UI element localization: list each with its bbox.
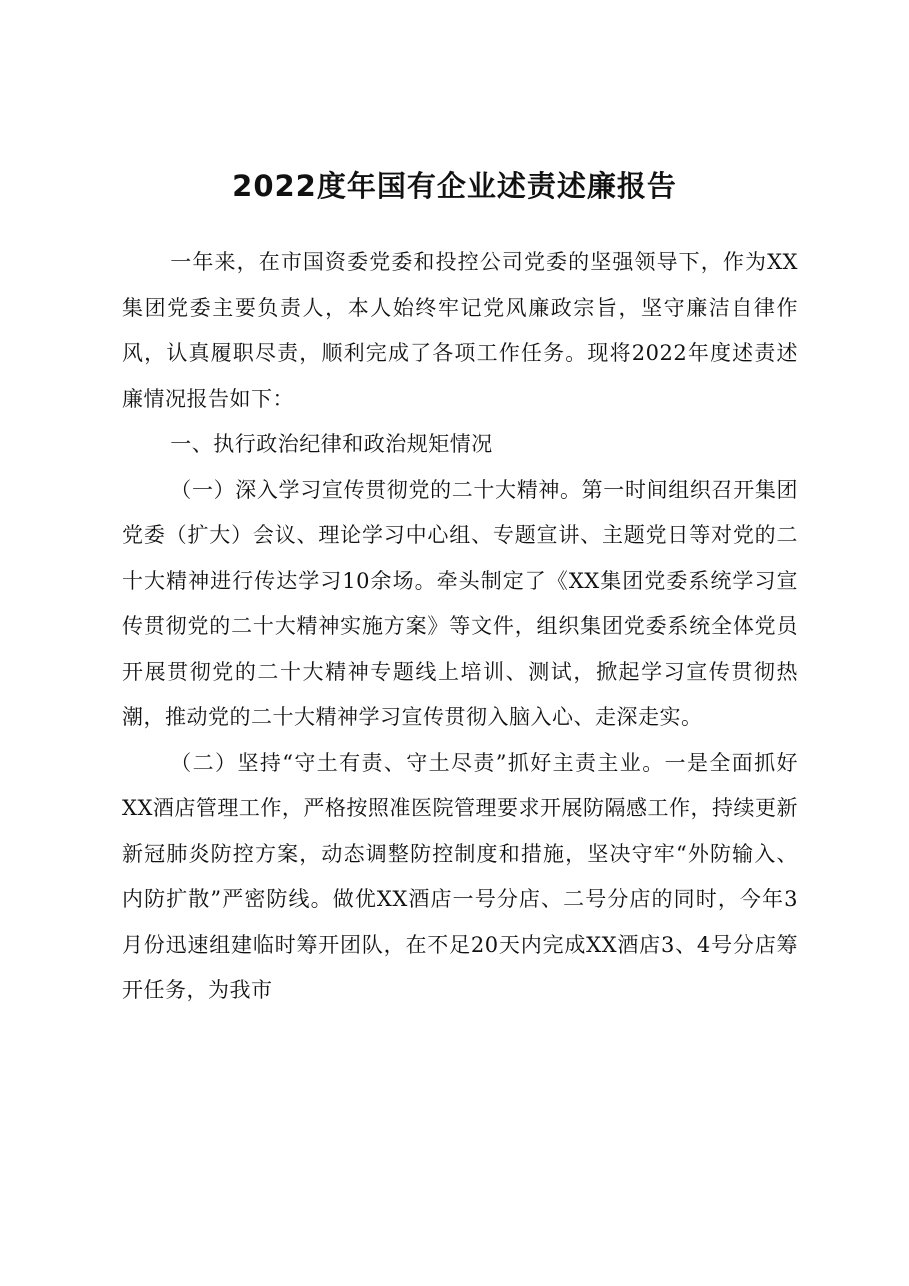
section-heading-1: 一、执行政治纪律和政治规矩情况 [170, 432, 493, 456]
paragraph-intro: 一年来，在市国资委党委和投控公司党委的坚强领导下，作为XX集团党委主要负责人，本人始终牢记党风廉政宗旨，坚守廉洁自律作风，认真履职尽责，顺利完成了各项工作任务。现将2022年度述责述廉情况报告如下： [122, 250, 798, 411]
paragraph-subsection-1: （一）深入学习宣传贯彻党的二十大精神。第一时间组织召开集团党委（扩大）会议、理论学习中心组、专题宣讲、主题党日等对党的二十大精神进行传达学习10余场。牵头制定了《XX集团党委系统学习宣传贯彻党的二十大精神实施方案》等文件，组织集团党委系统全体党员开展贯彻党的二十大精神专题线上培训、测试，掀起学习宣传贯彻热潮，推动党的二十大精神学习宣传贯彻入脑入心、走深走实。 [122, 477, 798, 729]
paragraph-subsection-2: （二）坚持“守土有责、守土尽责”抓好主责主业。一是全面抓好XX酒店管理工作，严格按照准医院管理要求开展防隔感工作，持续更新新冠肺炎防控方案，动态调整防控制度和措施，坚决守牢“外防输入、内防扩散”严密防线。做优XX酒店一号分店、二号分店的同时，今年3月份迅速组建临时筹开团队，在不足20天内完成XX酒店3、4号分店筹开任务，为我市 [122, 750, 798, 1002]
document-body [122, 240, 798, 1014]
document-title: 2022度年国有企业述责述廉报告 [232, 169, 677, 203]
